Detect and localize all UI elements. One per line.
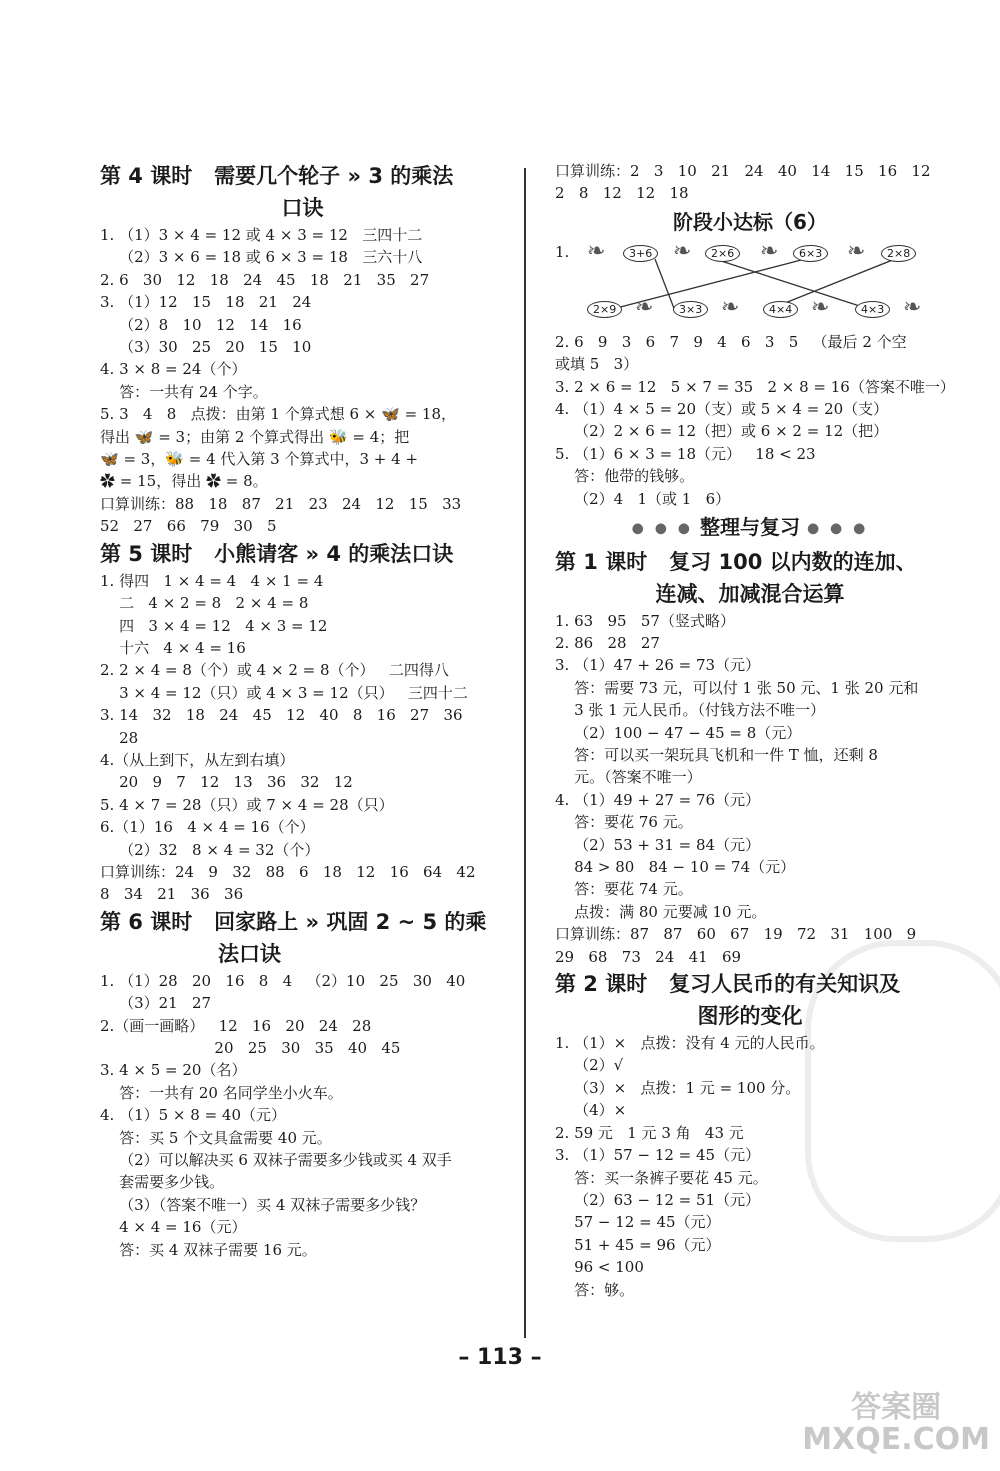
answer-line: 答：要花 74 元。 (555, 880, 693, 899)
answer-line: 2. 86 28 27 (555, 633, 660, 652)
answer-line: （2）8 10 12 14 16 (100, 315, 302, 334)
answer-line: （3）（答案不唯一）买 4 双袜子需要多少钱？ (100, 1195, 426, 1214)
stage-q1-label: 1. (555, 242, 570, 261)
answer-line: 答：他带的钱够。 (555, 467, 695, 486)
answer-line: ✿ = 15，得出 ✿ = 8。 (100, 472, 268, 491)
answer-line: 口算训练：24 9 32 88 6 18 12 16 64 42 (100, 862, 476, 881)
answer-line: 2. 2 × 4 = 8（个）或 4 × 2 = 8（个） 二四得八 (100, 661, 449, 680)
lesson-4-title-cont: 口诀 (281, 196, 324, 220)
fish-matching-diagram (555, 238, 945, 331)
fish-icon: ❧ (847, 238, 866, 264)
answer-line: 答：一共有 24 个字。 (100, 382, 268, 401)
answer-line: 4. （1）49 + 27 = 76（元） (555, 790, 761, 809)
review-1-title: 第 1 课时 复习 100 以内数的连加、 (555, 549, 917, 574)
answer-line: 答：买一条裤子要花 45 元。 (555, 1168, 768, 1187)
answer-line: 答：要花 76 元。 (555, 813, 693, 832)
review-1-title-cont: 连减、加减混合运算 (655, 581, 845, 606)
lesson-6-title-cont: 法口诀 (218, 941, 281, 966)
answer-line: 元。（答案不唯一） (555, 768, 702, 787)
answer-line: 十六 4 × 4 = 16 (100, 638, 246, 657)
answer-line: （2）32 8 × 4 = 32（个） (100, 840, 320, 859)
answer-line: 口算训练：87 87 60 67 19 72 31 100 9 (555, 925, 917, 944)
column-divider (524, 168, 526, 1338)
answer-line: 51 + 45 = 96（元） (555, 1235, 721, 1254)
answer-line: 20 25 30 35 40 45 (100, 1039, 401, 1057)
answer-line: 答：可以买一架玩具飞机和一件 T 恤，还剩 8 (555, 746, 878, 764)
fish-icon: ❧ (635, 294, 654, 320)
fish-top-2: 2×6 (705, 245, 740, 262)
answer-line: 答：够。 (555, 1280, 635, 1299)
answer-line: 5. （1）6 × 3 = 18（元） 18 < 23 (555, 444, 816, 463)
answer-line: 57 − 12 = 45（元） (555, 1213, 721, 1232)
answer-line: （4）× (555, 1101, 627, 1120)
answer-line: 1. （1）× 点拨：没有 4 元的人民币。 (555, 1034, 825, 1053)
answer-line: （2）63 − 12 = 51（元） (555, 1190, 761, 1209)
answer-line: 4. （1）5 × 8 = 40（元） (100, 1106, 287, 1125)
answer-line: 96 < 100 (555, 1258, 644, 1277)
answer-line: 套需要多少钱。 (100, 1173, 225, 1192)
answer-line: 1. 63 95 57（竖式略） (555, 611, 735, 630)
answer-line: 3. 4 × 5 = 20（名） (100, 1061, 247, 1080)
answer-line: （2）3 × 6 = 18 或 6 × 3 = 18 三六十八 (100, 248, 423, 267)
review-section-header: ● ● ● 整理与复习 ● ● ● (631, 515, 869, 540)
answer-line: 84 > 80 84 − 10 = 74（元） (555, 858, 796, 877)
review-2-answers (555, 1032, 945, 1301)
answer-line: 3 × 4 = 12（只）或 4 × 3 = 12（只） 三四十二 (100, 683, 468, 702)
answer-line: 1. （1）3 × 4 = 12 或 4 × 3 = 12 三四十二 (100, 226, 423, 244)
answer-line: 20 9 7 12 13 36 32 12 (100, 773, 353, 792)
answer-line: 4. （1）4 × 5 = 20（支）或 5 × 4 = 20（支） (555, 400, 889, 419)
answer-line: 3. 14 32 18 24 45 12 40 8 16 27 36 (100, 706, 463, 725)
answer-line: （2）2 × 6 = 12（把）或 6 × 2 = 12（把） (555, 422, 889, 441)
answer-line: 2.（画一画略） 12 16 20 24 28 (100, 1016, 372, 1035)
answer-line: 答：一共有 20 名同学坐小火车。 (100, 1083, 343, 1102)
fish-icon: ❧ (811, 294, 830, 320)
lesson-4-answers (100, 224, 505, 538)
answer-line: 或填 5 3） (555, 355, 639, 374)
answer-line: 点拨：满 80 元要减 10 元。 (555, 902, 767, 921)
answer-line: 4. 3 × 8 = 24（个） (100, 360, 247, 379)
review-2-title-cont: 图形的变化 (697, 1004, 803, 1029)
fish-icon: ❧ (721, 294, 740, 320)
fish-icon: ❧ (673, 238, 692, 264)
stage-test-title: 阶段小达标（6） (673, 209, 827, 234)
answer-line: 8 34 21 36 36 (100, 885, 244, 904)
fish-icon: ❧ (903, 294, 922, 320)
answer-line: 2. 6 9 3 6 7 9 4 6 3 5 （最后 2 个空 (555, 332, 907, 351)
answer-line: （2）53 + 31 = 84（元） (555, 835, 761, 854)
answer-line: 得出 🦋 = 3；由第 2 个算式得出 🐝 = 4；把 (100, 427, 410, 446)
answer-line: （3）21 27 (100, 994, 212, 1013)
fish-bottom-3: 4×4 (763, 301, 798, 318)
left-column (100, 160, 505, 1261)
answer-line: 6.（1）16 4 × 4 = 16（个） (100, 818, 315, 837)
answer-line: （2）可以解决买 6 双袜子需要多少钱或买 4 双手 (100, 1151, 452, 1170)
fish-bottom-1: 2×9 (587, 301, 622, 318)
site-watermark: 答案圈 MXQE.COM (802, 1390, 990, 1457)
answer-line: 🦋 = 3，🐝 = 4 代入第 3 个算式中，3 + 4 + (100, 450, 419, 469)
answer-line: 3. （1）47 + 26 = 73（元） (555, 656, 761, 675)
answer-line: 3. 2 × 6 = 12 5 × 7 = 35 2 × 8 = 16（答案不唯一） (555, 377, 955, 396)
fish-icon: ❧ (760, 238, 779, 264)
answer-line: 3. （1）12 15 18 21 24 (100, 293, 312, 312)
fish-icon: ❧ (587, 238, 606, 264)
answer-line: 2. 59 元 1 元 3 角 43 元 (555, 1123, 744, 1142)
stage-test-answers (555, 331, 955, 510)
answer-line: （2）100 − 47 − 45 = 8（元） (555, 723, 802, 742)
lesson-5-title: 第 5 课时 小熊请客 » 4 的乘法口诀 (100, 541, 454, 566)
answer-line: 口算训练：2 3 10 21 24 40 14 15 16 12 (555, 162, 931, 180)
fish-bottom-4: 4×3 (855, 301, 890, 318)
answer-line: 答：买 4 双袜子需要 16 元。 (100, 1240, 317, 1259)
answer-line: 28 (100, 728, 139, 747)
answer-line: 2. 6 30 12 18 24 45 18 21 35 27 (100, 270, 430, 289)
lesson-4-title: 第 4 课时 需要几个轮子 » 3 的乘法 (100, 164, 454, 188)
fish-bottom-2: 3×3 (673, 301, 708, 318)
answer-line: （2）√ (555, 1056, 624, 1075)
answer-line: （3）× 点拨：1 元 = 100 分。 (555, 1078, 801, 1097)
lesson-6-answers (100, 970, 505, 1261)
answer-line: 4.（从上到下，从左到右填） (100, 750, 295, 769)
fish-top-4: 2×8 (881, 245, 916, 262)
answer-line: 2 8 12 12 18 (555, 184, 689, 203)
right-column (555, 160, 955, 1301)
lesson-5-answers (100, 570, 505, 906)
answer-line: 52 27 66 79 30 5 (100, 517, 277, 536)
fish-top-3: 6×3 (793, 245, 828, 262)
answer-line: 1. 得四 1 × 4 = 4 4 × 1 = 4 (100, 571, 324, 590)
answer-line: （2）4 1（或 1 6） (555, 489, 731, 508)
answer-line: 二 4 × 2 = 8 2 × 4 = 8 (100, 594, 309, 613)
answer-line: 5. 4 × 7 = 28（只）或 7 × 4 = 28（只） (100, 795, 394, 814)
review-2-title: 第 2 课时 复习人民币的有关知识及 (555, 972, 901, 997)
answer-line: 5. 3 4 8 点拨：由第 1 个算式想 6 × 🦋 = 18， (100, 405, 456, 424)
answer-line: （3）30 25 20 15 10 (100, 338, 312, 357)
answer-line: 答：买 5 个文具盒需要 40 元。 (100, 1128, 332, 1147)
oral-practice-top (555, 160, 945, 205)
answer-line: 四 3 × 4 = 12 4 × 3 = 12 (100, 616, 328, 635)
page-number: – 113 – (458, 1345, 542, 1370)
review-1-answers (555, 610, 945, 969)
answer-line: 答：需要 73 元，可以付 1 张 50 元、1 张 20 元和 (555, 678, 919, 697)
lesson-6-title: 第 6 课时 回家路上 » 巩固 2 ~ 5 的乘 (100, 909, 487, 934)
answer-line: 口算训练：88 18 87 21 23 24 12 15 33 (100, 494, 462, 513)
answer-line: 3 张 1 元人民币。（付钱方法不唯一） (555, 701, 825, 720)
answer-line: 4 × 4 = 16（元） (100, 1218, 247, 1237)
fish-top-1: 3+6 (623, 245, 658, 262)
answer-line: 1. （1）28 20 16 8 4 （2）10 25 30 40 (100, 971, 466, 990)
answer-line: 3. （1）57 − 12 = 45（元） (555, 1146, 761, 1165)
answer-line: 29 68 73 24 41 69 (555, 947, 742, 966)
